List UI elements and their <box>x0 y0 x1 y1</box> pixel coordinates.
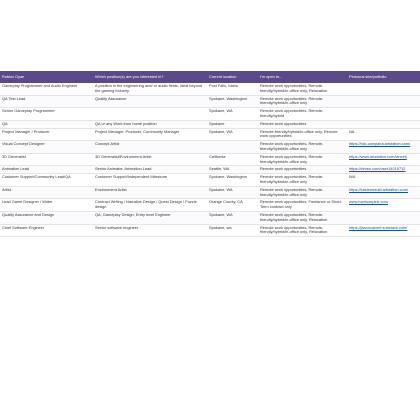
cell-positions: Senior software engineer <box>93 224 207 237</box>
cell-location: Post Falls, Idaho <box>207 83 258 95</box>
cell-portfolio[interactable]: https://jasoncalvert.substack.com/ <box>347 224 420 237</box>
table-row[interactable] <box>0 166 420 174</box>
cell-role: Animation Lead <box>0 166 93 174</box>
table-body <box>0 83 420 237</box>
cell-role: QA Test Lead <box>0 95 93 108</box>
cell-portfolio[interactable]: https://rob-campana.artstation.com/ <box>347 141 420 154</box>
cell-open-to: Remote work opportunities, Remote-friendly/hybrid/in-office only <box>258 174 347 187</box>
candidate-sheet <box>0 71 420 237</box>
cell-open-to: Remote work opportunities, Remote-friendly/hybrid/in-office only, Relocation <box>258 224 347 237</box>
table-header <box>0 71 420 83</box>
cell-portfolio: NA <box>347 128 420 141</box>
cell-location: Spokane, WA <box>207 186 258 199</box>
cell-positions: Concept Artist <box>93 141 207 154</box>
cell-role: Visual Concept Designer <box>0 141 93 154</box>
cell-positions: Quality Assurance <box>93 95 207 108</box>
cell-role: Lead Game Designer / Writer <box>0 199 93 212</box>
cell-open-to: Remote work opportunities <box>258 166 347 174</box>
cell-location: Spokane, wa <box>207 224 258 237</box>
cell-positions: Customer Support/Independent Milestone <box>93 174 207 187</box>
cell-location: Spokane, WA <box>207 108 258 121</box>
column-header-positions[interactable]: Which position(s) are you interested in? <box>93 71 207 83</box>
cell-role: Project Manager / Producer <box>0 128 93 141</box>
cell-positions: Project Manager, Producer, Community Manager <box>93 128 207 141</box>
column-header-role[interactable]: Roblox Dyan <box>0 71 93 83</box>
cell-positions: 3D Generalist/Environment Artist <box>93 153 207 166</box>
cell-open-to: Remote work opportunities, Remote-friendly/hybrid/in-office only <box>258 95 347 108</box>
table-row[interactable] <box>0 128 420 141</box>
table-row[interactable] <box>0 174 420 187</box>
table-row[interactable] <box>0 224 420 237</box>
cell-location: Spokane <box>207 120 258 128</box>
cell-portfolio <box>347 95 420 108</box>
cell-role: QA <box>0 120 93 128</box>
cell-portfolio[interactable]: https://casiemraukl.artstation.com/ <box>347 186 420 199</box>
cell-open-to: Remote work opportunities, Remote-friendly/hybrid/in-office only, Relocation <box>258 211 347 224</box>
table-row[interactable] <box>0 83 420 95</box>
table-row[interactable] <box>0 108 420 121</box>
candidate-table <box>0 71 420 237</box>
cell-role: Chief Software Engineer <box>0 224 93 237</box>
cell-open-to: Remote work opportunities, Remote-friendly/hybrid/in-office only <box>258 141 347 154</box>
cell-location: Spokane, Washington <box>207 95 258 108</box>
cell-open-to: Remote work opportunities, Remote-friendly/hybrid/in-office only <box>258 153 347 166</box>
cell-portfolio[interactable]: www.harrisonpink.com <box>347 199 420 212</box>
cell-positions: QA or any Work from home position <box>93 120 207 128</box>
cell-portfolio: N/A <box>347 174 420 187</box>
cell-portfolio <box>347 120 420 128</box>
cell-role: 3D Generalist <box>0 153 93 166</box>
table-row[interactable] <box>0 153 420 166</box>
cell-open-to: Remote work opportunities, Remote-friendly/hybrid/in-office only <box>258 186 347 199</box>
cell-role: Customer Support/Community Lead/QA <box>0 174 93 187</box>
cell-positions: A position in the engineering and/ or audio fields, ideal beyond the gaming industry. <box>93 83 207 95</box>
table-row[interactable] <box>0 211 420 224</box>
column-header-location[interactable]: Current location <box>207 71 258 83</box>
cell-positions: Environment Artist <box>93 186 207 199</box>
table-row[interactable] <box>0 141 420 154</box>
cell-open-to: Remote-friendly/hybrid/in-office only, Remote work opportunities <box>258 128 347 141</box>
cell-location: Orange County, CA <box>207 199 258 212</box>
column-header-open-to[interactable]: I'm open to... <box>258 71 347 83</box>
cell-location: Spokane, WA <box>207 211 258 224</box>
cell-positions: Contract Writing / Narrative Design / Quest Design / Puzzle design <box>93 199 207 212</box>
cell-open-to: Remote work opportunities, Freelance or Short-Term contract only <box>258 199 347 212</box>
cell-positions <box>93 108 207 121</box>
cell-portfolio[interactable]: https://www.artstation.com/lanceti <box>347 153 420 166</box>
header-row <box>0 71 420 83</box>
table-row[interactable] <box>0 186 420 199</box>
cell-location: California <box>207 153 258 166</box>
cell-role: Senior Gameplay Programmer <box>0 108 93 121</box>
cell-role: Quality Assurance and Design <box>0 211 93 224</box>
cell-portfolio <box>347 108 420 121</box>
cell-location: Spokane, WA <box>207 128 258 141</box>
cell-location <box>207 141 258 154</box>
table-row[interactable] <box>0 120 420 128</box>
cell-open-to: Remote work opportunities, Remote-friendly/hybrid/in-office only, Relocation <box>258 83 347 95</box>
cell-portfolio <box>347 211 420 224</box>
cell-location: Spokane, Washington <box>207 174 258 187</box>
cell-open-to: Remote work opportunities <box>258 120 347 128</box>
cell-open-to: Remote work opportunities, Remote-friendly/hybrid <box>258 108 347 121</box>
cell-role: Gameplay Programmer and Audio Engineer <box>0 83 93 95</box>
cell-role: Artist <box>0 186 93 199</box>
column-header-portfolio[interactable]: Personal site/portfolio <box>347 71 420 83</box>
cell-portfolio[interactable]: https://vimeo.com/user14018712 <box>347 166 420 174</box>
cell-location: Seattle, WA <box>207 166 258 174</box>
table-row[interactable] <box>0 199 420 212</box>
table-row[interactable] <box>0 95 420 108</box>
cell-positions: QA, Gameplay Design, Entry level Engineer <box>93 211 207 224</box>
cell-positions: Senior Animator, Animation Lead <box>93 166 207 174</box>
cell-portfolio <box>347 83 420 95</box>
